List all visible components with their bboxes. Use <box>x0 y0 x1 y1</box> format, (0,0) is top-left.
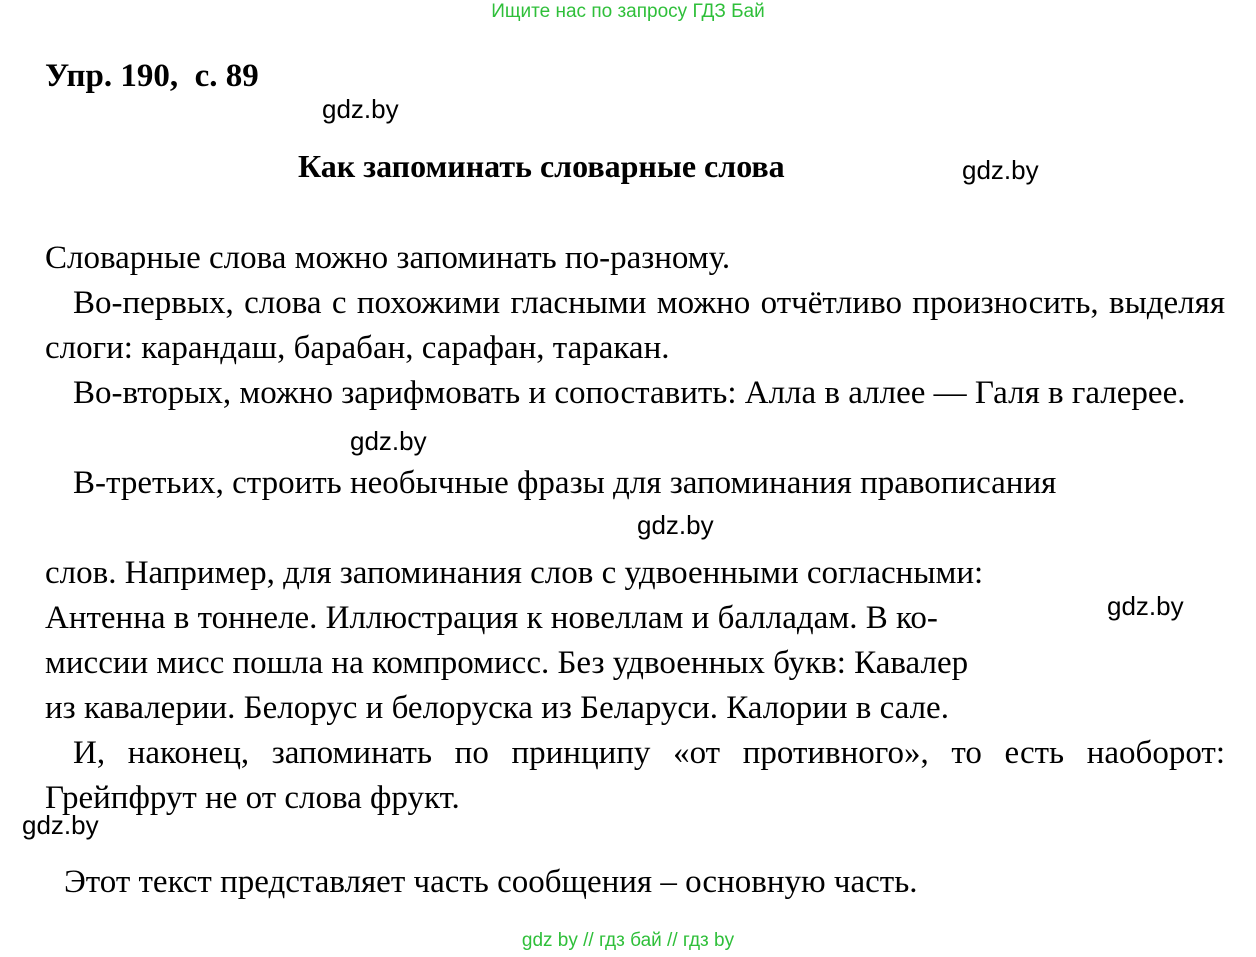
paragraph-first: Во-первых, слова с похожими гласными можно отчётливо произносить, выделяя слоги: карандаш, барабан, сарафан, таракан. <box>45 285 1225 366</box>
paragraph-third-start: В-третьих, строить необычные фразы для запоминания правописания <box>73 465 1057 501</box>
watermark-1: gdz.by <box>322 94 399 124</box>
paragraph-intro: Словарные слова можно запоминать по-разному. <box>45 240 731 276</box>
watermark-6: gdz.by <box>22 810 99 840</box>
watermark-3: gdz.by <box>350 426 427 456</box>
paragraph-fifth: И, наконец, запоминать по принципу «от противного», то есть наоборот: Грейпфрут не от слова фрукт. <box>45 735 1225 816</box>
page-heading: Как запоминать словарные слова <box>298 148 785 184</box>
bottom-banner-link[interactable]: gdz by // гдз бай // гдз by <box>521 930 735 951</box>
paragraph-third-line: слов. Например, для запоминания слов с удвоенными согласными: <box>45 555 984 591</box>
watermark-4: gdz.by <box>637 510 714 540</box>
watermark-5: gdz.by <box>1107 591 1184 621</box>
top-banner-link[interactable]: Ищите нас по запросу ГДЗ Бай <box>491 1 765 22</box>
conclusion-text: Этот текст представляет часть сообщения – основную часть. <box>64 864 918 900</box>
paragraph-third-line: из кавалерии. Белорус и белоруска из Беларуси. Калории в сале. <box>45 690 949 726</box>
paragraph-third-line: Антенна в тоннеле. Иллюстрация к новеллам и балладам. В ко- <box>45 600 938 636</box>
paragraph-third-line: миссии мисс пошла на компромисс. Без удвоенных букв: Кавалер <box>45 645 969 681</box>
watermark-2: gdz.by <box>962 155 1039 185</box>
paragraph-second: Во-вторых, можно зарифмовать и сопоставить: Алла в аллее — Галя в галерее. <box>73 375 1186 411</box>
exercise-title: Упр. 190, с. 89 <box>45 58 259 94</box>
